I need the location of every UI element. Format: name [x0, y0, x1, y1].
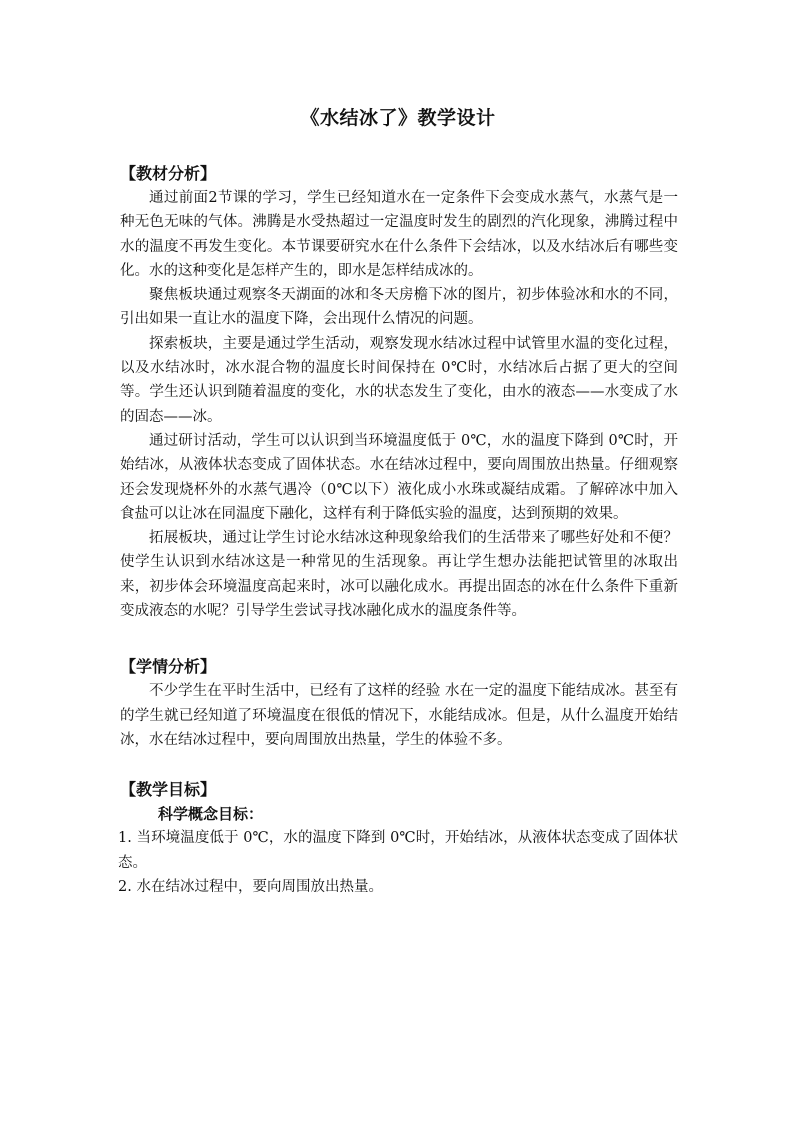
section-heading-textbook-analysis: 【教材分析】: [120, 164, 217, 183]
paragraph: 通过前面2节课的学习，学生已经知道水在一定条件下会变成水蒸气，水蒸气是一种无色无味的气体。沸腾是水受热超过一定温度时发生的剧烈的汽化现象，沸腾过程中水的温度不再发生变化。本节课要研究水在什么条件下会结冰，以及水结冰后有哪些变化。水的这种变化是怎样产生的，即水是怎样结成冰的。: [120, 190, 678, 279]
paragraph: 通过研讨活动，学生可以认识到当环境温度低于 0℃，水的温度下降到 0℃时，开始结冰，从液体状态变成了固体状态。水在结冰过程中，要向周围放出热量。仔细观察还会发现烧杯外的水蒸气遇冷（0℃以下）液化成小水珠或凝结成霜。了解碎冰中加入食盐可以让冰在同温度下融化，这样有利于降低实验的温度，达到预期的效果。: [120, 432, 678, 522]
list-item: 2. 水在结冰过程中，要向周围放出热量。: [118, 878, 383, 895]
paragraph: 拓展板块，通过让学生讨论水结冰这种现象给我们的生活带来了哪些好处和不便？使学生认识到水结冰这是一种常见的生活现象。再让学生想办法能把试管里的冰取出来，初步体会环境温度高起来时，冰可以融化成水。再提出固态的冰在什么条件下重新变成液态的水呢？引导学生尝试寻找冰融化成水的温度条件等。: [120, 530, 678, 620]
paragraph: 不少学生在平时生活中，已经有了这样的经验 水在一定的温度下能结成冰。甚至有的学生就已经知道了环境温度在很低的情况下，水能结成冰。但是，从什么温度开始结冰，水在结冰过程中，要向周围放出热量，学生的体验不多。: [120, 683, 678, 748]
document-title: 《水结冰了》教学设计: [300, 107, 496, 129]
document-page: [118, 0, 678, 899]
paragraph: 探索板块，主要是通过学生活动，观察发现水结冰过程中试管里水温的变化过程，以及水结冰时，冰水混合物的温度长时间保持在 0℃时，水结冰后占据了更大的空间等。学生还认识到随着温度的变化，水的状态发生了变化，由水的液态——水变成了水的固态——冰。: [120, 335, 678, 425]
section-heading-teaching-objectives: 【教学目标】: [120, 780, 217, 800]
subheading-science-concept-goals: 科学概念目标：: [158, 805, 264, 824]
list-item: 1. 当环境温度低于 0℃，水的温度下降到 0℃时，开始结冰，从液体状态变成了固体状态。: [118, 830, 678, 871]
paragraph: 聚焦板块通过观察冬天湖面的冰和冬天房檐下冰的图片，初步体验冰和水的不同，引出如果一直让水的温度下降，会出现什么情况的问题。: [120, 287, 678, 328]
section-heading-student-analysis: 【学情分析】: [120, 657, 217, 677]
